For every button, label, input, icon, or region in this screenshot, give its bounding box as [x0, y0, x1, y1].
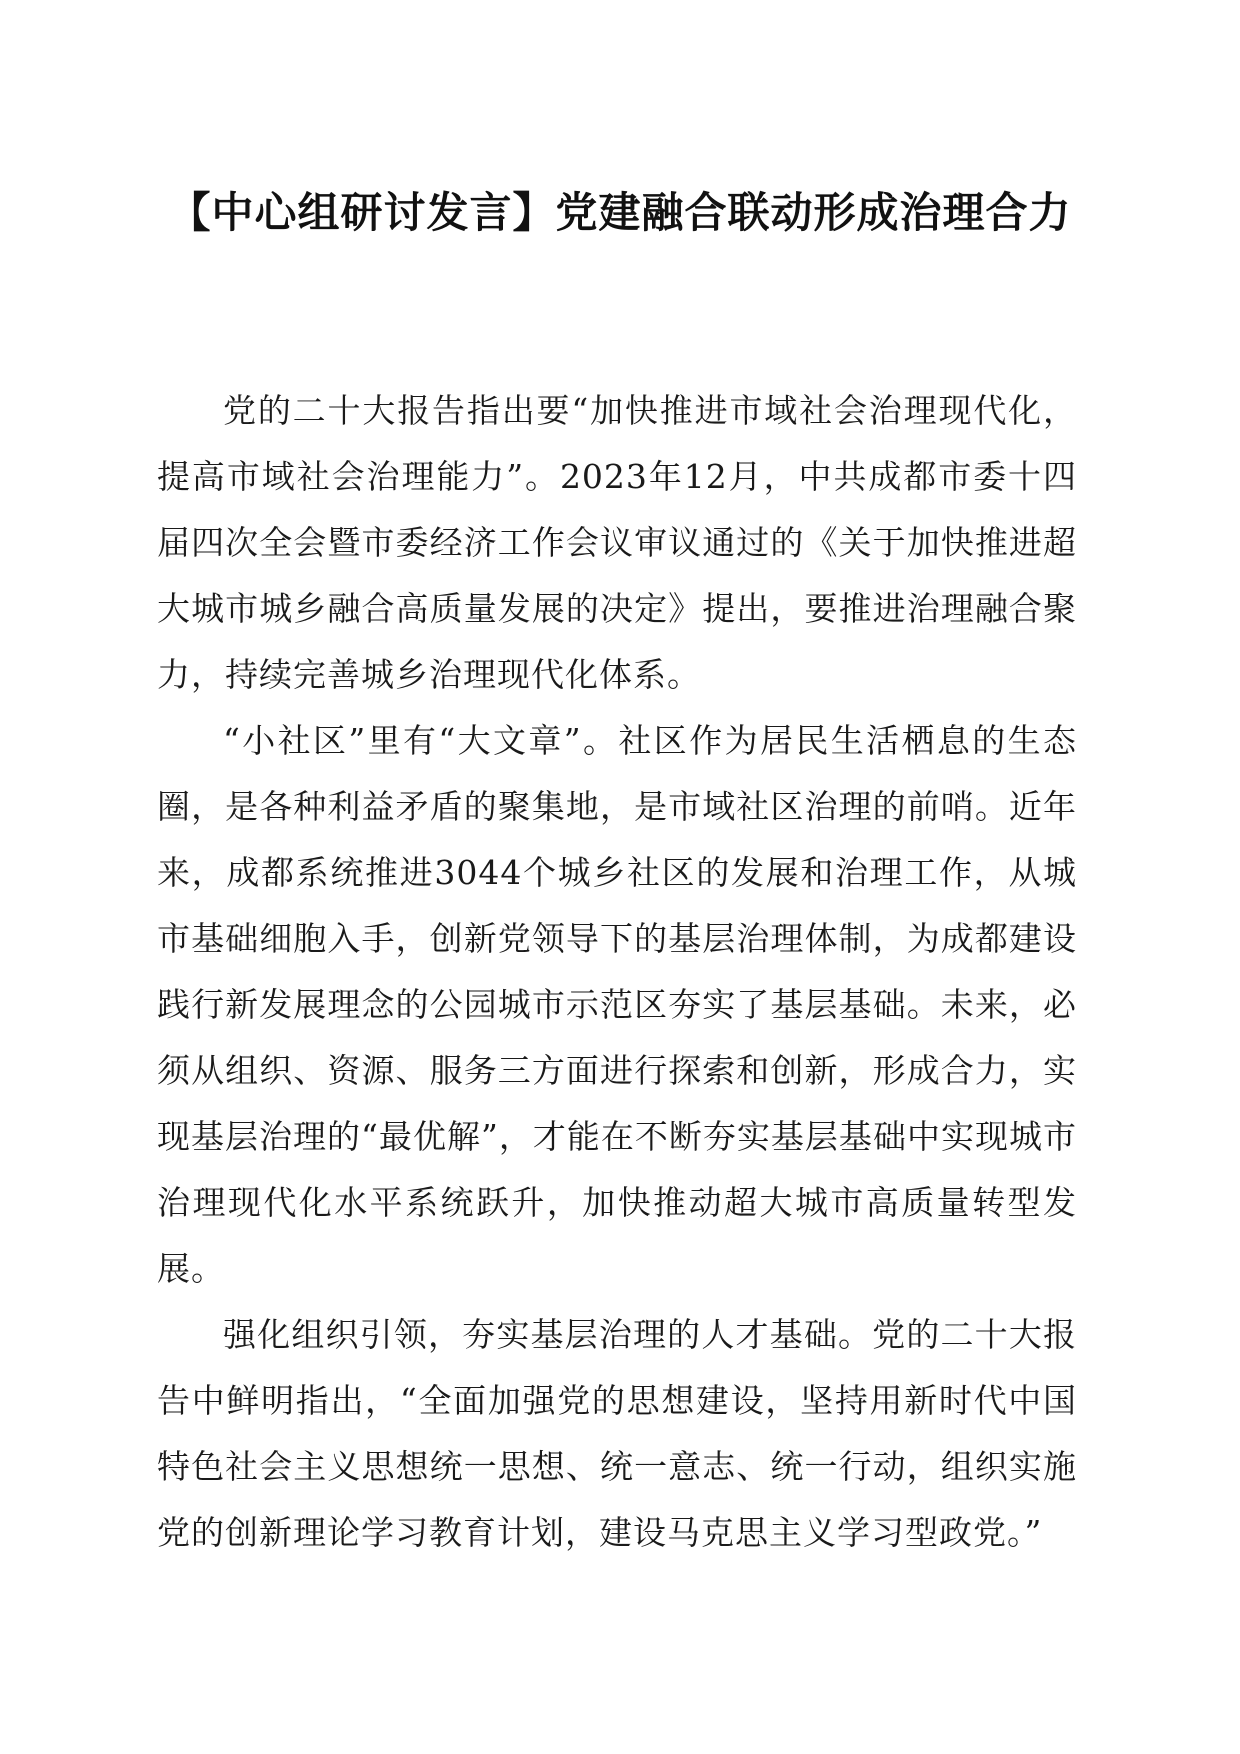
document-title: 【中心组研讨发言】党建融合联动形成治理合力: [168, 188, 1072, 237]
paragraph-intro: 党的二十大报告指出要“加快推进市域社会治理现代化，提高市域社会治理能力”。2023年12月，中共成都市委十四届四次全会暨市委经济工作会议审议通过的《关于加快推进超大城市城乡融合高质量发展的决定》提出，要推进治理融合聚力，持续完善城乡治理现代化体系。: [157, 391, 1077, 694]
paragraph-organization: 强化组织引领，夯实基层治理的人才基础。党的二十大报告中鲜明指出，“全面加强党的思想建设，坚持用新时代中国特色社会主义思想统一思想、统一意志、统一行动，组织实施党的创新理论学习教育计划，建设马克思主义学习型政党。”: [157, 1315, 1077, 1552]
paragraph-community: “小社区”里有“大文章”。社区作为居民生活栖息的生态圈，是各种利益矛盾的聚集地，是市域社区治理的前哨。近年来，成都系统推进3044个城乡社区的发展和治理工作，从城市基础细胞入手，创新党领导下的基层治理体制，为成都建设践行新发展理念的公园城市示范区夯实了基层基础。未来，必须从组织、资源、服务三方面进行探索和创新，形成合力，实现基层治理的“最优解”，才能在不断夯实基层基础中实现城市治理现代化水平系统跃升，加快推动超大城市高质量转型发展。: [157, 721, 1077, 1288]
document-body: [157, 378, 1077, 1566]
